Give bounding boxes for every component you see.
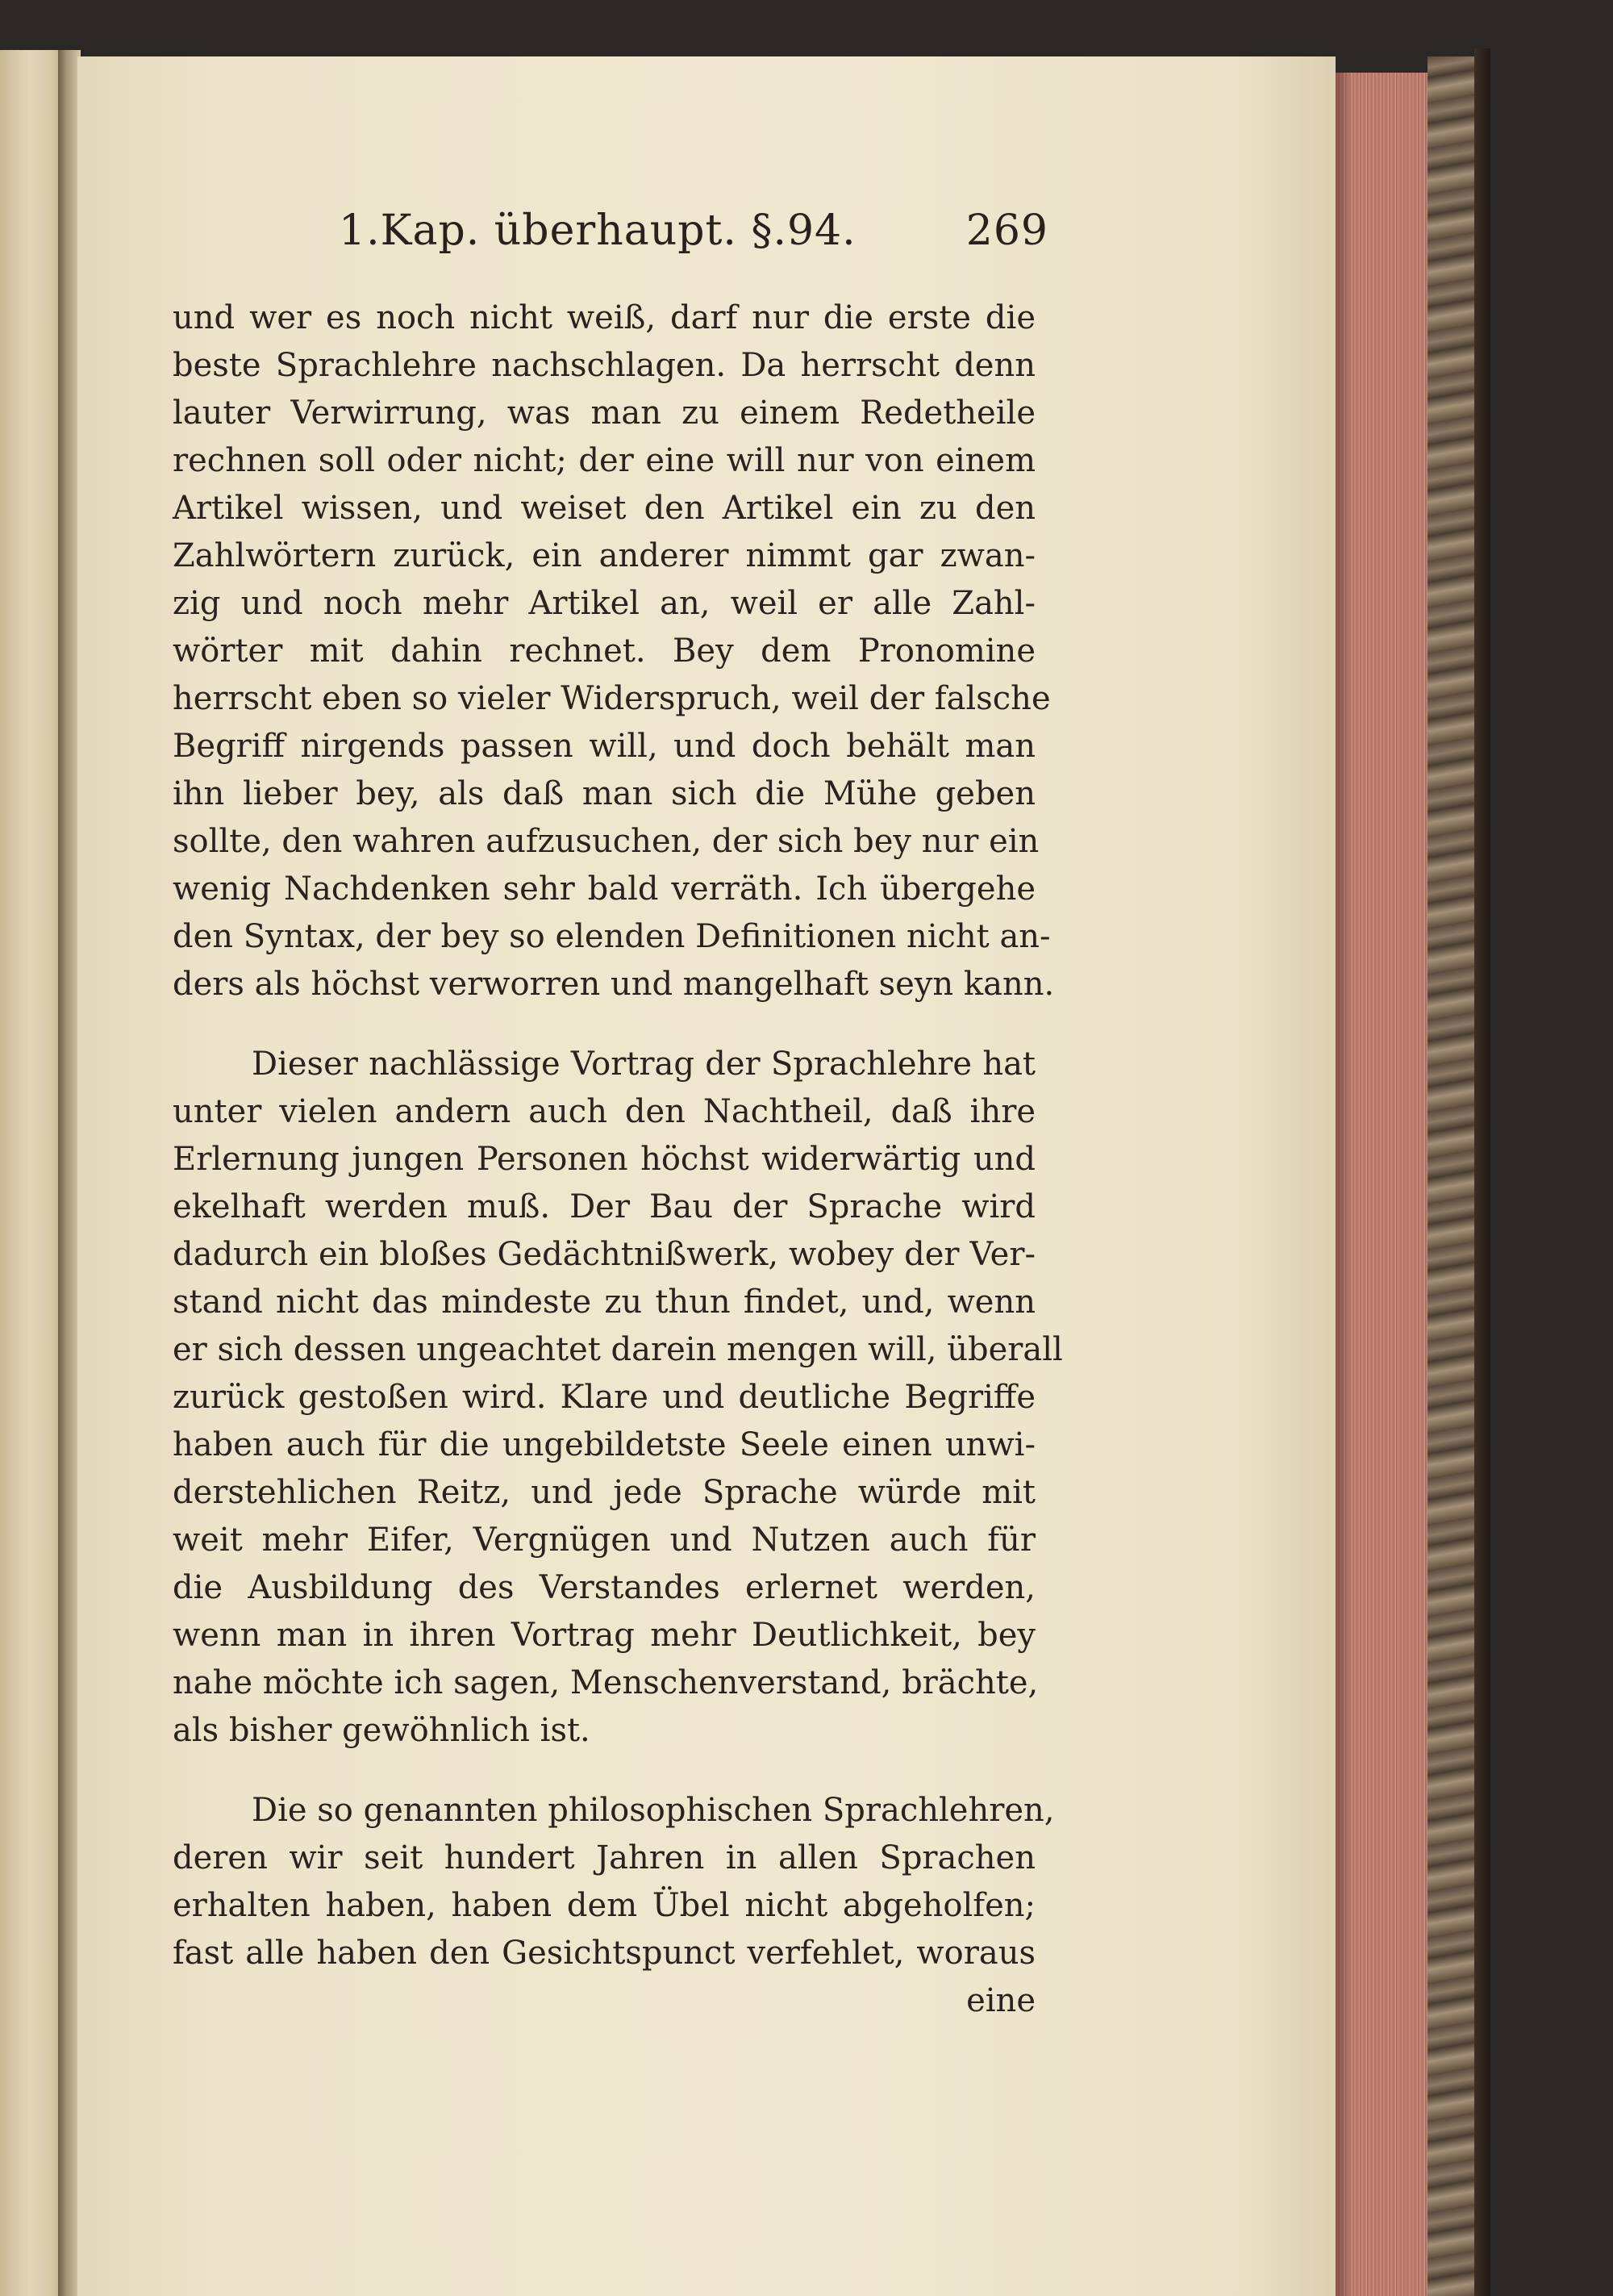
text-line: beste Sprachlehre nachschlagen. Da herrscht denn xyxy=(173,347,1036,384)
text-line: lauter Verwirrung, was man zu einem Redetheile xyxy=(173,394,1036,432)
text-line: stand nicht das mindeste zu thun findet, und, wenn xyxy=(173,1284,1036,1321)
text-line: die Ausbildung des Verstandes erlernet werden, xyxy=(173,1569,1036,1606)
text-line: als bisher gewöhnlich ist. xyxy=(173,1712,590,1749)
text-line: Die so genannten philosophischen Sprachlehren, xyxy=(252,1792,1055,1829)
text-line: Dieser nachlässige Vortrag der Sprachlehre hat xyxy=(252,1046,1036,1083)
text-line: er sich dessen ungeachtet darein mengen will, überall xyxy=(173,1331,1063,1368)
paragraph-3 xyxy=(173,1787,1055,1977)
text-line: rechnen soll oder nicht; der eine will nur von einem xyxy=(173,442,1036,479)
text-line: erhalten haben, haben dem Übel nicht abgeholfen; xyxy=(173,1887,1036,1924)
text-line: Artikel wissen, und weiset den Artikel ein zu den xyxy=(173,490,1036,527)
page-edge-shadow xyxy=(1336,73,1352,2296)
text-line: derstehlichen Reitz, und jede Sprache würde mit xyxy=(173,1474,1036,1511)
text-line: Begriff nirgends passen will, und doch behält man xyxy=(173,728,1036,765)
text-line: Erlernung jungen Personen höchst widerwärtig und xyxy=(173,1141,1036,1178)
text-line: haben auch für die ungebildetste Seele einen unwi- xyxy=(173,1426,1036,1463)
text-line: und wer es noch nicht weiß, darf nur die erste die xyxy=(173,299,1036,336)
catchword: eine xyxy=(966,1982,1036,2019)
text-line: weit mehr Eifer, Vergnügen und Nutzen auch für xyxy=(173,1522,1036,1559)
text-line: wenig Nachdenken sehr bald verräth. Ich übergehe xyxy=(173,870,1036,908)
cover-edge xyxy=(1474,48,1490,2296)
paragraph-gap xyxy=(173,1755,1036,1787)
text-line: sollte, den wahren aufzusuchen, der sich bey nur ein xyxy=(173,823,1040,860)
paragraph-2 xyxy=(173,1041,1063,1755)
text-line: ekelhaft werden muß. Der Bau der Sprache wird xyxy=(173,1188,1036,1225)
marbled-back-cover xyxy=(1428,56,1476,2296)
text-line: deren wir seit hundert Jahren in allen Sprachen xyxy=(173,1839,1036,1876)
page-header xyxy=(339,207,1048,271)
text-line: wörter mit dahin rechnet. Bey dem Pronomine xyxy=(173,632,1036,670)
page-number: 269 xyxy=(965,207,1048,255)
text-line: fast alle haben den Gesichtspunct verfehlet, woraus xyxy=(173,1935,1036,1972)
text-line: ihn lieber bey, als daß man sich die Mühe geben xyxy=(173,775,1036,812)
paragraph-gap xyxy=(173,1008,1036,1041)
text-line: zig und noch mehr Artikel an, weil er alle Zahl- xyxy=(173,585,1036,622)
text-line: ders als höchst verworren und mangelhaft seyn kann. xyxy=(173,966,1055,1003)
text-line: wenn man in ihren Vortrag mehr Deutlichkeit, bey xyxy=(173,1617,1036,1654)
running-title: 1.Kap. überhaupt. §.94. xyxy=(339,207,857,255)
text-line: dadurch ein bloßes Gedächtnißwerk, wobey der Ver- xyxy=(173,1236,1036,1273)
text-line: den Syntax, der bey so elenden Definitionen nicht an- xyxy=(173,918,1051,955)
paragraph-1 xyxy=(173,294,1055,1008)
previous-page-sliver xyxy=(0,50,65,2296)
body-text xyxy=(173,294,1063,2025)
text-line: unter vielen andern auch den Nachtheil, daß ihre xyxy=(173,1093,1036,1130)
text-line: zurück gestoßen wird. Klare und deutliche Begriffe xyxy=(173,1379,1036,1416)
text-line: nahe möchte ich sagen, Menschenverstand, brächte, xyxy=(173,1664,1039,1701)
text-line: herrscht eben so vieler Widerspruch, weil der falsche xyxy=(173,680,1051,717)
text-line: Zahlwörtern zurück, ein anderer nimmt gar zwan- xyxy=(173,537,1036,574)
